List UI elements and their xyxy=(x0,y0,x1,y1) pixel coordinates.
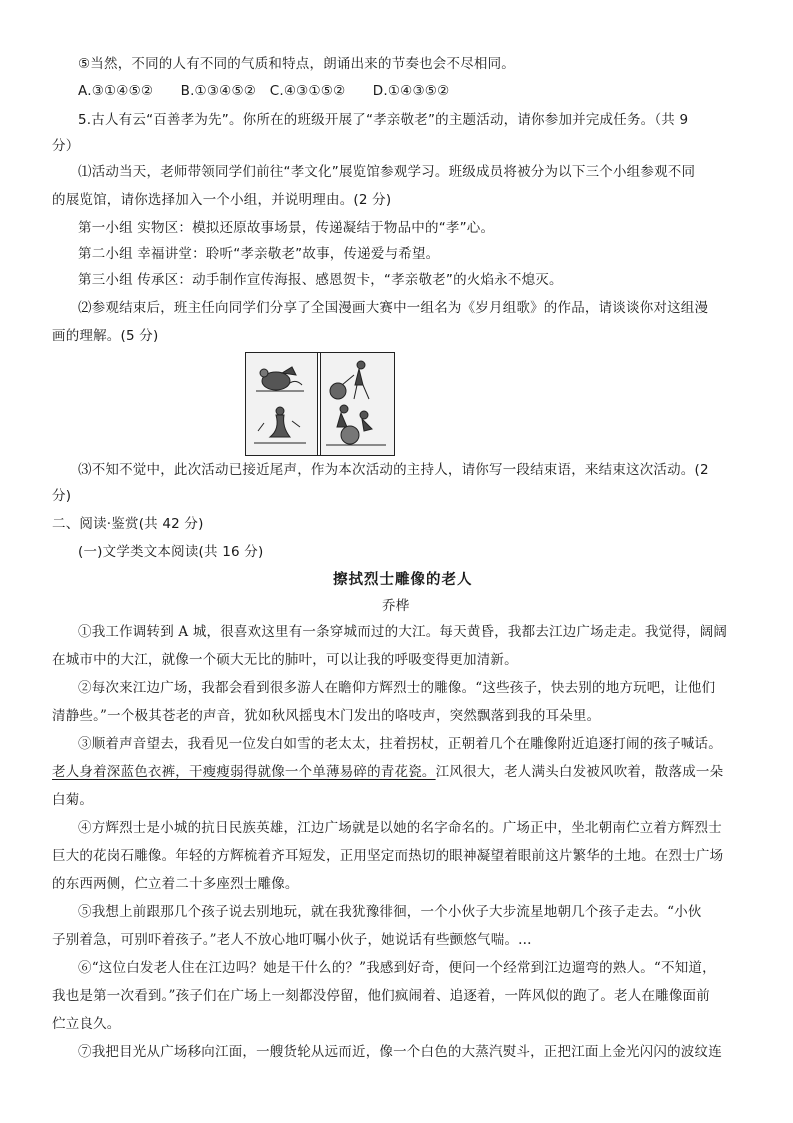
paragraph-4-line-3: 的东西两侧，伫立着二十多座烈士雕像。 xyxy=(52,876,299,892)
question-5-stem: 5.古人有云“百善孝为先”。你所在的班级开展了“孝亲敬老”的主题活动，请你参加并完成任务。（共 9 xyxy=(78,112,689,128)
subquestion-3-cont: 分) xyxy=(52,488,72,504)
subsection-heading: (一)文学类文本阅读(共 16 分) xyxy=(78,544,264,560)
paragraph-3-line-2 xyxy=(52,762,723,782)
paragraph-4-line-1: ④方辉烈士是小城的抗日民族英雄，江边广场就是以她的名字命名的。广场正中，坐北朝南伫立着方辉烈士 xyxy=(78,820,722,836)
paragraph-5-line-1: ⑤我想上前跟那几个孩子说去别地玩，就在我犹豫徘徊，一个小伙子大步流星地朝几个孩子走去。“小伙 xyxy=(78,904,702,920)
article-title: 擦拭烈士雕像的老人 xyxy=(333,572,473,588)
paragraph-6-line-3: 伫立良久。 xyxy=(52,1016,121,1032)
article-author: 乔桦 xyxy=(382,598,410,614)
paragraph-5-line-2: 子别着急，可别吓着孩子。”老人不放心地叮嘱小伙子，她说话有些颤悠气喘。... xyxy=(52,932,532,948)
paragraph-2-line-2: 清静些。”一个极其苍老的声音，犹如秋风摇曳木门发出的咯吱声，突然飘落到我的耳朵里。 xyxy=(52,708,601,724)
comic-panel-divider xyxy=(317,353,321,455)
group-2-line: 第二小组 幸福讲堂：聆听“孝亲敬老”故事，传递爱与希望。 xyxy=(78,246,440,262)
group-1-line: 第一小组 实物区：模拟还原故事场景，传递凝结于物品中的“孝”心。 xyxy=(78,220,495,236)
paragraph-6-line-2: 我也是第一次看到。”孩子们在广场上一刻都没停留，他们疯闹着、追逐着，一阵风似的跑了。老人在雕像面前 xyxy=(52,988,710,1004)
paragraph-7-line-1: ⑦我把目光从广场移向江面，一艘货轮从远而近，像一个白色的大蒸汽熨斗，正把江面上金光闪闪的波纹连 xyxy=(78,1044,722,1060)
subquestion-2: ⑵参观结束后，班主任向同学们分享了全国漫画大赛中一组名为《岁月组歌》的作品，请谈谈你对这组漫 xyxy=(78,300,709,316)
answer-choices: A.③①④⑤② B.①③④⑤② C.④③①⑤② D.①④③⑤② xyxy=(78,83,450,99)
paragraph-2-line-1: ②每次来江边广场，我都会看到很多游人在瞻仰方辉烈士的雕像。“这些孩子，快去别的地方玩吧，让他们 xyxy=(78,680,716,696)
option-line-5: ⑤当然，不同的人有不同的气质和特点，朗诵出来的节奏也会不尽相同。 xyxy=(78,56,516,72)
question-5-stem-cont: 分） xyxy=(52,138,80,154)
subquestion-2-cont: 画的理解。(5 分) xyxy=(52,328,159,344)
paragraph-3-line-3: 白菊。 xyxy=(52,792,94,808)
paragraph-1-line-1: ①我工作调转到 A 城，很喜欢这里有一条穿城而过的大江。每天黄昏，我都去江边广场走走。我觉得，阔阔 xyxy=(78,624,728,640)
paragraph-3-line-1: ③顺着声音望去，我看见一位发白如雪的老太太，拄着拐杖，正朝着几个在雕像附近追逐打闹的孩子喊话。 xyxy=(78,736,722,752)
underlined-sentence: 老人身着深蓝色衣裤，干瘦瘦弱得就像一个单薄易碎的青花瓷。 xyxy=(52,764,436,780)
subquestion-1-cont: 的展览馆，请你选择加入一个小组，并说明理由。(2 分) xyxy=(52,192,392,208)
paragraph-1-line-2: 在城市中的大江，就像一个硕大无比的肺叶，可以让我的呼吸变得更加清新。 xyxy=(52,652,518,668)
group-3-line: 第三小组 传承区：动手制作宣传海报、感恩贺卡，“孝亲敬老”的火焰永不熄灭。 xyxy=(78,272,563,288)
paragraph-3-line-2-rest: 江风很大，老人满头白发被风吹着，散落成一朵 xyxy=(435,764,724,780)
subquestion-3: ⑶不知不觉中，此次活动已接近尾声，作为本次活动的主持人，请你写一段结束语，来结束这次活动。(2 xyxy=(78,462,709,478)
comic-image xyxy=(245,352,395,456)
subquestion-1: ⑴活动当天，老师带领同学们前往“孝文化”展览馆参观学习。班级成员将被分为以下三个小组参观不同 xyxy=(78,164,696,180)
section-2-heading: 二、阅读·鉴赏(共 42 分) xyxy=(52,516,204,532)
paragraph-6-line-1: ⑥“这位白发老人住在江边吗？她是干什么的？”我感到好奇，便问一个经常到江边遛弯的熟人。“不知道， xyxy=(78,960,716,976)
paragraph-4-line-2: 巨大的花岗石雕像。年轻的方辉梳着齐耳短发，正用坚定而热切的眼神凝望着眼前这片繁华的土地。在烈士广场 xyxy=(52,848,724,864)
